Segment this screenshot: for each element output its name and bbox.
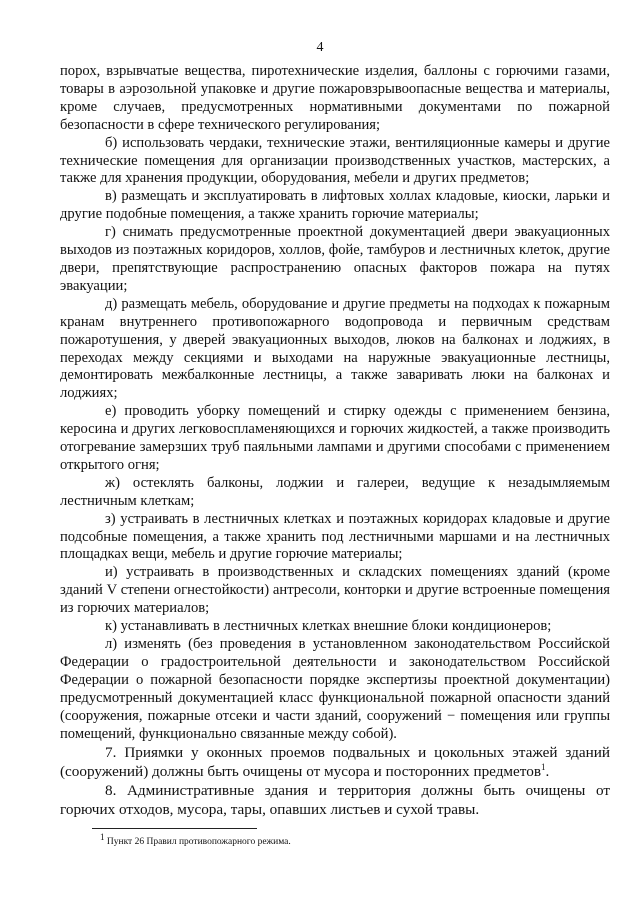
paragraph-item-z: з) устраивать в лестничных клетках и поэтажных коридорах кладовые и другие подсобные помещения, а также хранить под лестничными маршами и на лестничных площадках вещи, мебель и другие горючие материалы; [60,510,610,563]
footnote-reference: 1 [541,762,546,773]
footnote-text: Пункт 26 Правил противопожарного режима. [106,837,291,847]
paragraph-continuation: порох, взрывчатые вещества, пиротехнические изделия, баллоны с горючими газами, товары в аэрозольной упаковке и другие пожаровзрывоопасные вещества и материалы, кроме случаев, предусмотренных нормативными документами по пожарной безопасности в сфере технического регулирования; [60,63,610,133]
paragraph-clause-7: 7. Приямки у оконных проемов подвальных и цокольных этажей зданий (сооружений) должны быть очищены от мусора и посторонних предметов$^1$. [60,744,610,781]
paragraph-item-e: е) проводить уборку помещений и стирку одежды с применением бензина, керосина и других легковоспламеняющихся и горючих жидкостей, а также производить отогревание замерзших труб паяльными лампами и другими способами с применением открытого огня; [60,403,610,473]
paragraph-item-d: д) размещать мебель, оборудование и другие предметы на подходах к пожарным кранам внутреннего противопожарного водопровода и первичным средствам пожаротушения, у дверей эвакуационных выходов, люков на балконах и лоджиях, в переходах между секциями и выходами на наружные эвакуационные лестницы, демонтировать межбалконные лестницы, а также заваривать люки на балконах и лоджиях; [60,295,610,402]
footnote-marker: 1 [100,831,105,842]
paragraph-item-v: в) размещать и эксплуатировать в лифтовых холлах кладовые, киоски, ларьки и другие подобные помещения, а также хранить горючие материалы; [60,188,610,223]
paragraph-item-g: г) снимать предусмотренные проектной документацией двери эвакуационных выходов из поэтажных коридоров, холлов, фойе, тамбуров и лестничных клеток, другие двери, препятствующие распространению опасных факторов пожара на путях эвакуации; [60,224,610,294]
clause-7-text: 7. Приямки у оконных проемов подвальных и цокольных этажей зданий (сооружений) должны быть очищены от мусора и посторонних предметов [60,744,610,781]
paragraph-item-l: л) изменять (без проведения в установленном законодательством Российской Федерации о градостроительной деятельности и законодательством Российской Федерации о пожарной безопасности порядке экспертизы проектной документации) предусмотренный документацией класс функциональной пожарной опасности зданий (сооружения, пожарные отсеки и части зданий, сооружений − помещения или группы помещений, функционально связанные между собой). [60,636,610,742]
paragraph-item-b: б) использовать чердаки, технические этажи, вентиляционные камеры и другие технические помещения для организации производственных участков, мастерских, а также для хранения продукции, оборудования, мебели и других предметов; [60,134,610,187]
paragraph-item-zh: ж) остеклять балконы, лоджии и галереи, ведущие к незадымляемым лестничным клеткам; [60,474,610,509]
footnote-divider [92,828,257,829]
footnote [100,831,580,848]
paragraph-clause-8: 8. Административные здания и территория должны быть очищены от горючих отходов, мусора, тары, опавших листьев и сухой травы. [60,782,610,819]
paragraph-item-k: к) устанавливать в лестничных клетках внешние блоки кондиционеров; [105,618,552,635]
paragraph-item-i: и) устраивать в производственных и складских помещениях зданий (кроме зданий V степени огнестойкости) антресоли, конторки и другие встроенные помещения из горючих материалов; [60,564,610,617]
page-number: 4 [316,40,324,55]
document-body [60,63,610,819]
